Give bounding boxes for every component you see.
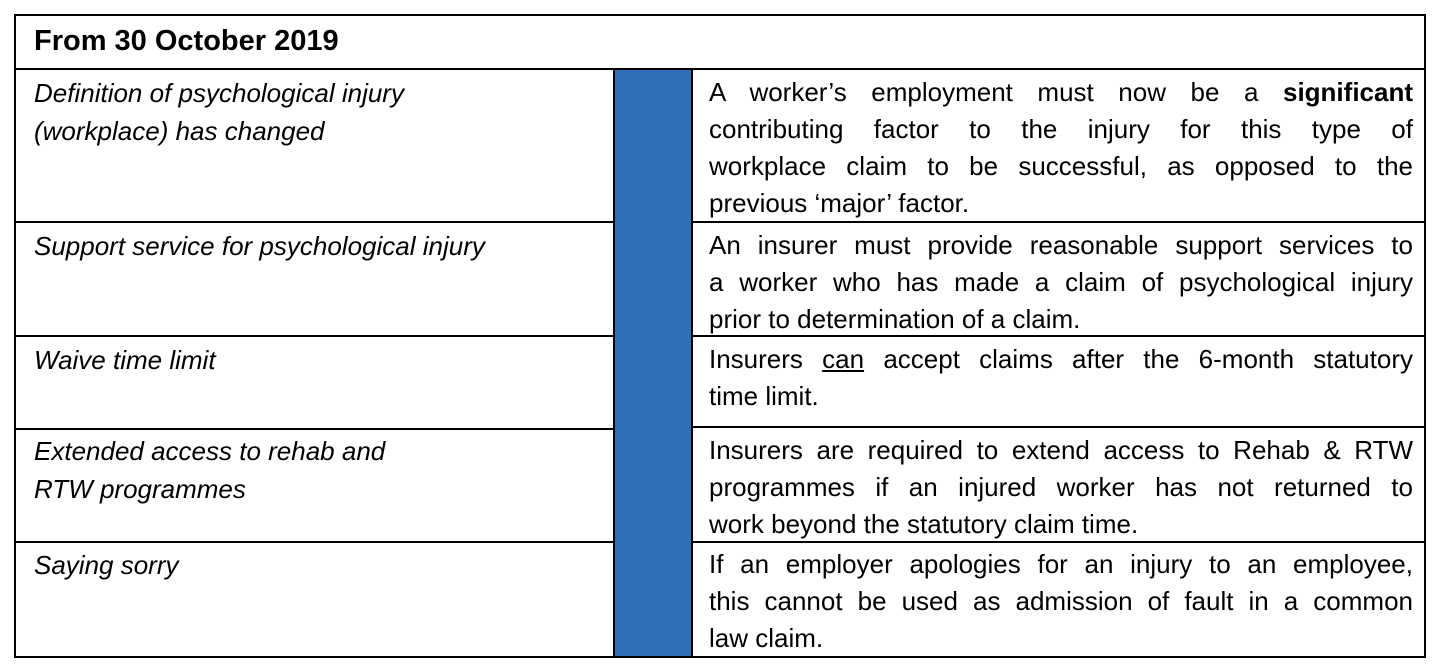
emphasis-significant: significant [1282,77,1413,107]
row-separator [16,221,613,223]
table-header-row [16,16,1424,70]
table-title: From 30 October 2019 [34,25,339,57]
row-separator [691,426,1424,428]
row-separator [691,335,1424,337]
row-2-description: An insurer must provide reasonable support services to a worker who has made a claim of psychological injury prior to determination of a claim. [709,230,1413,334]
row-4-description: Insurers are required to extend access to Rehab & RTW programmes if an injured worker has not returned to work beyond the statutory claim time. [709,435,1413,539]
row-1-description: A worker’s employment must now be a significant contributing factor to the injury for this type of workplace claim to be successful, as opposed to the previous ‘major’ factor. [709,77,1413,218]
row-1-label: Definition of psychological injury (workplace) has changed [34,78,404,146]
row-3-description: Insurers can accept claims after the 6-month statutory time limit. [709,344,1413,411]
row-separator [691,221,1424,223]
column-divider-left [613,70,615,656]
row-2-label: Support service for psychological injury [34,231,485,261]
reforms-table [14,14,1426,658]
row-5-label: Saying sorry [34,550,179,580]
row-5-description: If an employer apologies for an injury to an employee, this cannot be used as admission of fault in a common law claim. [709,549,1413,653]
blue-divider-band [615,70,691,656]
row-4-label: Extended access to rehab and RTW programmes [34,436,386,504]
emphasis-can: can [822,344,865,374]
column-divider-right [691,70,693,656]
row-separator [16,541,613,543]
row-3-label: Waive time limit [34,345,216,375]
row-separator [691,541,1424,543]
row-separator [16,428,613,430]
row-separator [16,335,613,337]
